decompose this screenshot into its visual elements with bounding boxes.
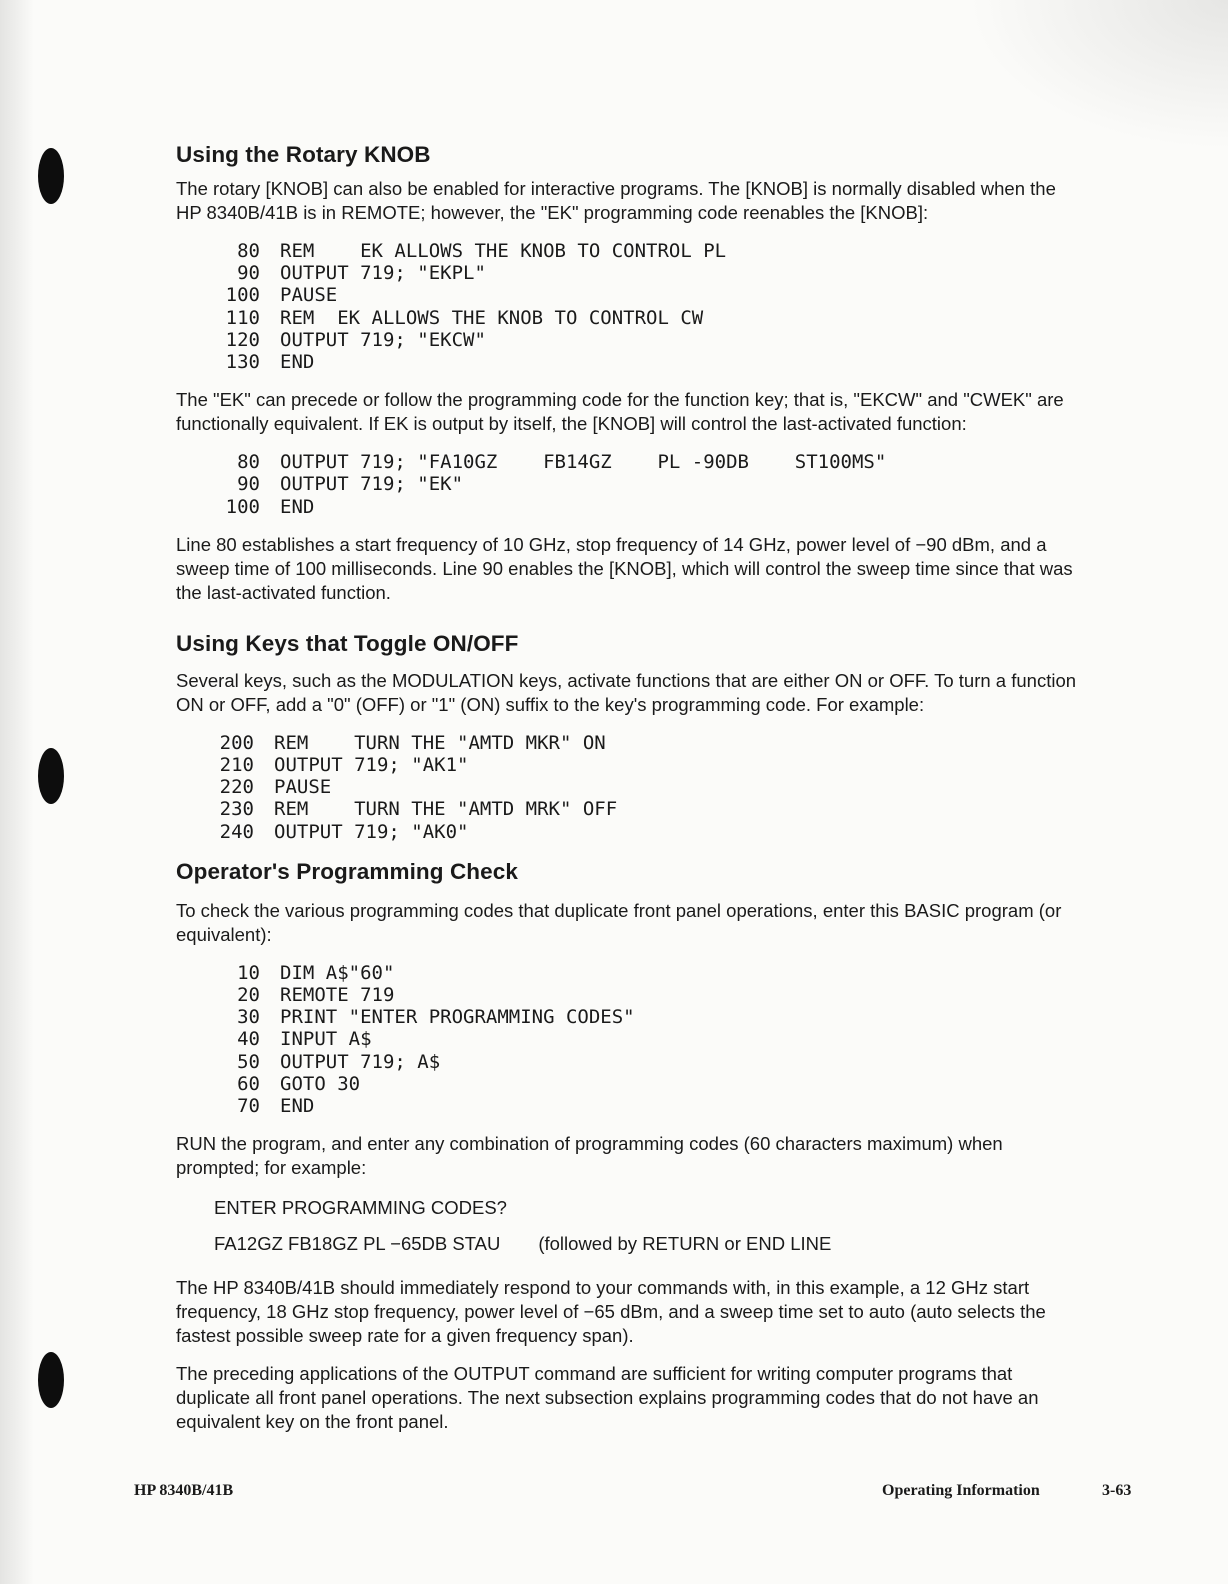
paragraph: RUN the program, and enter any combination of programming codes (60 characters maximum) when prompted; for example: (176, 1133, 1003, 1179)
line-number: 220 (219, 776, 254, 799)
line-number: 90 (237, 262, 260, 285)
code-line (220, 451, 1081, 473)
code-text: REM TURN THE "AMTD MKR" ON (274, 731, 606, 754)
line-number: 90 (237, 473, 260, 496)
paragraph: The HP 8340B/41B should immediately respond to your commands with, in this example, a 12 GHz start frequency, 18 GHz stop frequency, power level of −65 dBm, and a sweep time set to auto (auto selects the fastest possible sweep rate for a given frequency span). (176, 1277, 1046, 1347)
punch-hole (38, 748, 64, 804)
code-line (220, 473, 1081, 495)
code-line (220, 307, 1081, 329)
line-number: 230 (219, 798, 254, 821)
code-listing (214, 732, 1081, 843)
code-line (220, 984, 1081, 1006)
section-heading: Operator's Programming Check (176, 858, 518, 884)
paragraph: To check the various programming codes that duplicate front panel operations, enter this BASIC program (or equivalent): (176, 899, 1062, 945)
code-listing (220, 240, 1081, 373)
section-heading: Using the Rotary KNOB (176, 142, 431, 167)
code-text: PAUSE (274, 776, 332, 799)
code-text: REM EK ALLOWS THE KNOB TO CONTROL CW (280, 306, 704, 329)
code-listing (220, 451, 1081, 518)
paragraph: The preceding applications of the OUTPUT command are sufficient for writing computer programs that duplicate all front panel operations. The next subsection explains programming codes that do not have an equivalent key on the front panel. (176, 1363, 1039, 1433)
section-programming-check (176, 859, 1081, 1434)
line-number: 240 (219, 820, 254, 843)
code-line (220, 240, 1081, 262)
section-rotary-knob (176, 142, 1081, 605)
line-number: 60 (237, 1072, 260, 1095)
code-text: OUTPUT 719; "FA10GZ FB14GZ PL -90DB ST100MS" (280, 451, 887, 474)
code-line (220, 351, 1081, 373)
scan-shadow (968, 0, 1228, 150)
code-line (220, 329, 1081, 351)
code-text: OUTPUT 719; "AK1" (274, 754, 469, 777)
line-number: 110 (225, 306, 260, 329)
line-number: 130 (225, 351, 260, 374)
code-text: REM TURN THE "AMTD MRK" OFF (274, 798, 618, 821)
paragraph: Line 80 establishes a start frequency of 10 GHz, stop frequency of 14 GHz, power level of −90 dBm, and a sweep time of 100 milliseconds. Line 90 enables the [KNOB], which will control the sweep time since that was the last-activated function. (176, 533, 1073, 603)
code-line (220, 1073, 1081, 1095)
code-line (220, 496, 1081, 518)
example-codes: FA12GZ FB18GZ PL −65DB STAU (214, 1233, 501, 1255)
line-number: 120 (225, 328, 260, 351)
code-text: OUTPUT 719; "AK0" (274, 820, 469, 843)
code-text: PRINT "ENTER PROGRAMMING CODES" (280, 1006, 635, 1029)
code-line (220, 284, 1081, 306)
paragraph: The rotary [KNOB] can also be enabled for interactive programs. The [KNOB] is normally disabled when the HP 8340B/41B is in REMOTE; however, the "EK" programming code reenables the [KNOB]: (176, 178, 1056, 223)
code-line (220, 262, 1081, 284)
line-number: 210 (219, 754, 254, 777)
code-text: DIM A$"60" (280, 961, 395, 984)
code-text: REM EK ALLOWS THE KNOB TO CONTROL PL (280, 240, 727, 262)
punch-hole (38, 1352, 64, 1408)
code-text: END (280, 495, 315, 518)
code-text: GOTO 30 (280, 1072, 361, 1095)
section-heading: Using Keys that Toggle ON/OFF (176, 630, 519, 656)
code-text: INPUT A$ (280, 1028, 372, 1051)
line-number: 100 (225, 495, 260, 518)
code-line (220, 962, 1081, 984)
page-content (176, 142, 1081, 1434)
line-number: 30 (237, 1006, 260, 1029)
code-line (214, 776, 1081, 798)
code-text: OUTPUT 719; A$ (280, 1050, 441, 1073)
line-number: 40 (237, 1028, 260, 1051)
binding-edge (0, 0, 34, 1584)
code-line (220, 1006, 1081, 1028)
code-line (220, 1028, 1081, 1050)
code-line (214, 732, 1081, 754)
code-text: END (280, 1095, 315, 1118)
section-toggle-keys (176, 631, 1081, 843)
code-text: END (280, 351, 315, 374)
code-line (220, 1051, 1081, 1073)
code-line (214, 754, 1081, 776)
footer-section-title: Operating Information (882, 1482, 1040, 1499)
line-number: 20 (237, 984, 260, 1007)
code-text: OUTPUT 719; "EKPL" (280, 262, 486, 285)
code-text: OUTPUT 719; "EKCW" (280, 328, 486, 351)
line-number: 80 (237, 451, 260, 474)
example-line (214, 1232, 1081, 1256)
code-line (220, 1095, 1081, 1117)
code-text: REMOTE 719 (280, 984, 395, 1007)
code-line (214, 821, 1081, 843)
paragraph: Several keys, such as the MODULATION keys, activate functions that are either ON or OFF. To turn a function ON or OFF, add a "0" (OFF) or "1" (ON) suffix to the key's programming code. For example: (176, 669, 1077, 715)
line-number: 70 (237, 1095, 260, 1118)
code-text: OUTPUT 719; "EK" (280, 473, 464, 496)
prompt-text: ENTER PROGRAMMING CODES? (214, 1197, 507, 1219)
footer-page-number: 3-63 (1102, 1482, 1132, 1499)
footer-model: HP 8340B/41B (134, 1482, 234, 1499)
code-text: PAUSE (280, 284, 338, 307)
punch-hole (38, 148, 64, 204)
line-number: 100 (225, 284, 260, 307)
code-listing (220, 962, 1081, 1117)
code-line (214, 798, 1081, 820)
paragraph: The "EK" can precede or follow the programming code for the function key; that is, "EKCW" and "CWEK" are functionally equivalent. If EK is output by itself, the [KNOB] will control the last-activated function: (176, 389, 1064, 435)
example-note: (followed by RETURN or END LINE (538, 1233, 832, 1255)
line-number: 50 (237, 1050, 260, 1073)
line-number: 80 (237, 240, 260, 262)
line-number: 200 (219, 731, 254, 754)
line-number: 10 (237, 961, 260, 984)
